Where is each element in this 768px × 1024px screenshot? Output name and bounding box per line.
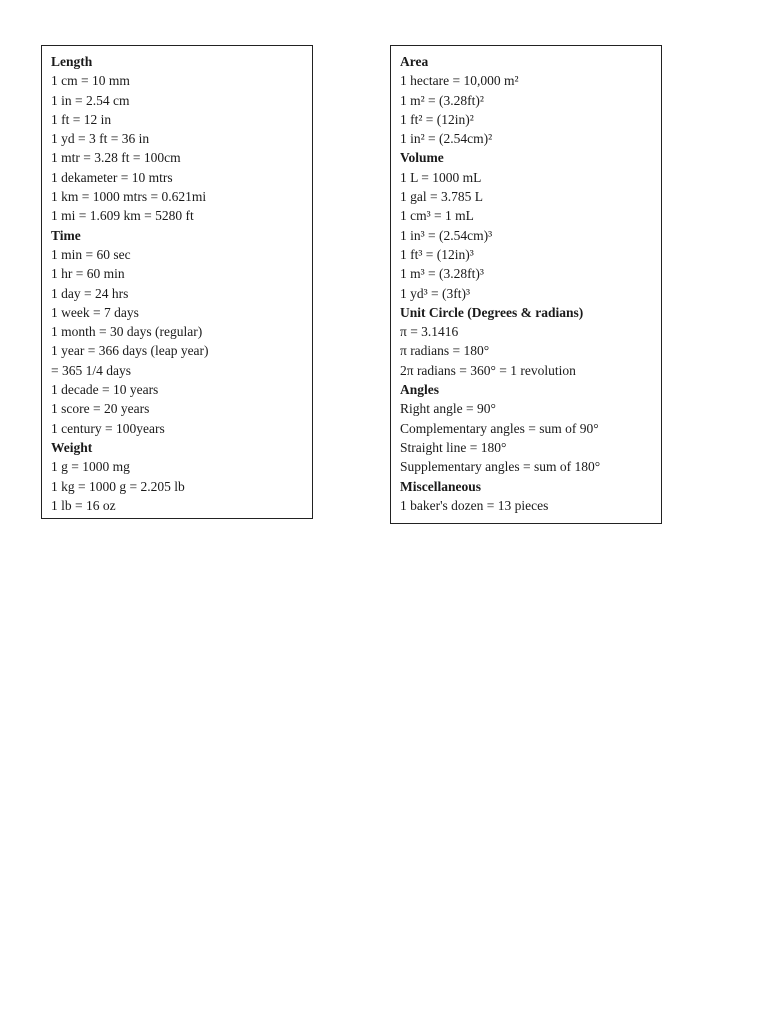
- conversion-line: Right angle = 90°: [400, 401, 496, 417]
- conversion-line: 1 month = 30 days (regular): [51, 324, 203, 340]
- conversion-line: 1 baker's dozen = 13 pieces: [400, 497, 549, 513]
- conversion-line: 1 L = 1000 mL: [400, 169, 482, 185]
- conversion-line: 1 kg = 1000 g = 2.205 lb: [51, 478, 185, 494]
- conversion-line: 1 ft² = (12in)²: [400, 111, 474, 127]
- conversion-line: 1 min = 60 sec: [51, 246, 131, 262]
- section-heading-weight: Weight: [51, 439, 93, 455]
- conversion-card-area-volume-angles: [390, 45, 662, 524]
- conversion-line: 1 ft = 12 in: [51, 111, 112, 127]
- conversion-line: 1 cm = 10 mm: [51, 73, 130, 89]
- conversion-line: 1 cm³ = 1 mL: [400, 208, 474, 224]
- conversion-line: 1 hr = 60 min: [51, 266, 125, 282]
- conversion-line: Straight line = 180°: [400, 439, 507, 455]
- section-heading-angles: Angles: [400, 382, 440, 398]
- conversion-line: 1 mi = 1.609 km = 5280 ft: [51, 208, 194, 224]
- conversion-line: 1 ft³ = (12in)³: [400, 246, 474, 262]
- conversion-line: 1 year = 366 days (leap year): [51, 343, 209, 359]
- conversion-line: 1 g = 1000 mg: [51, 459, 130, 475]
- conversion-line: = 365 1/4 days: [51, 362, 131, 378]
- conversion-card-length-time-weight: [41, 45, 313, 519]
- section-heading-miscellaneous: Miscellaneous: [400, 478, 481, 494]
- conversion-line: 1 week = 7 days: [51, 304, 139, 320]
- section-heading-unit-circle-degrees-radians: Unit Circle (Degrees & radians): [400, 304, 584, 320]
- conversion-line: 1 in = 2.54 cm: [51, 92, 130, 108]
- conversion-line: 1 m³ = (3.28ft)³: [400, 266, 484, 282]
- conversion-line: 1 score = 20 years: [51, 401, 150, 417]
- conversion-line: 1 m² = (3.28ft)²: [400, 92, 484, 108]
- conversion-line: Supplementary angles = sum of 180°: [400, 459, 601, 475]
- conversion-line: Complementary angles = sum of 90°: [400, 420, 599, 436]
- conversion-line: 1 day = 24 hrs: [51, 285, 129, 301]
- section-heading-area: Area: [400, 54, 429, 69]
- conversion-line: 1 yd³ = (3ft)³: [400, 285, 471, 301]
- conversion-line: 1 km = 1000 mtrs = 0.621mi: [51, 189, 207, 205]
- conversion-line: 1 in³ = (2.54cm)³: [400, 227, 493, 243]
- conversion-line: 1 dekameter = 10 mtrs: [51, 169, 173, 185]
- conversion-line: π = 3.1416: [400, 324, 459, 340]
- conversion-line: 1 yd = 3 ft = 36 in: [51, 131, 150, 147]
- conversion-line: π radians = 180°: [400, 343, 490, 359]
- section-heading-volume: Volume: [400, 150, 444, 166]
- conversion-line: 1 lb = 16 oz: [51, 497, 116, 513]
- conversion-line: 2π radians = 360° = 1 revolution: [400, 362, 576, 378]
- conversion-line: 1 decade = 10 years: [51, 382, 159, 398]
- conversion-line: 1 in² = (2.54cm)²: [400, 131, 493, 147]
- conversion-line: 1 gal = 3.785 L: [400, 189, 483, 205]
- section-heading-time: Time: [51, 227, 81, 243]
- conversion-line: 1 hectare = 10,000 m²: [400, 73, 519, 89]
- conversion-line: 1 mtr = 3.28 ft = 100cm: [51, 150, 181, 166]
- conversion-line: 1 century = 100years: [51, 420, 165, 436]
- section-heading-length: Length: [51, 54, 93, 69]
